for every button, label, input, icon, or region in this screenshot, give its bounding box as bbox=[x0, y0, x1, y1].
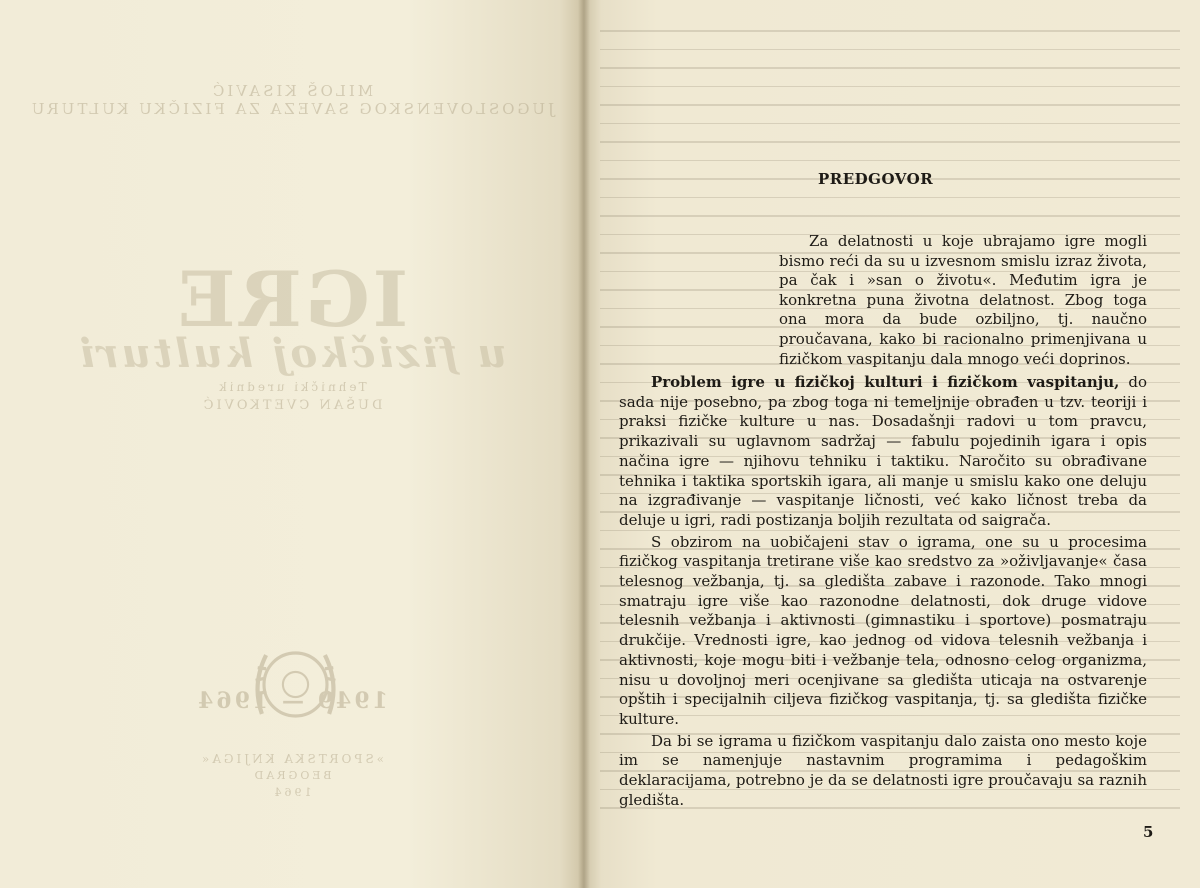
intro-paragraph-block bbox=[779, 232, 1147, 369]
ghost-press: »SPORTSKA KNJIGA« bbox=[198, 752, 385, 766]
ghost-year: 1964 bbox=[271, 786, 312, 799]
laurel-emblem-icon bbox=[243, 632, 348, 737]
ghost-city: BEOGRAD bbox=[251, 769, 332, 782]
page-number: 5 bbox=[1143, 823, 1154, 841]
book-gutter bbox=[578, 0, 590, 888]
ghost-publisher: JUGOSLOVENSKOG SAVEZA ZA FIZIČKU KULTURU bbox=[28, 100, 555, 118]
paragraph-1-text: do sada nije posebno, pa zbog toga ni temeljnije obrađen u tzv. teoriji i praksi fizičke kulture u nas. Dosadašnji radovi u tom pravcu, prikazivali su uglavnom sadržaj — fabulu pojedinih igara i opis načina igre — njihovu tehniku i taktiku. Naročito su obrađivane tehnika i taktika sportskih igara, ali manje u smislu kako one deluju na izgrađivanje — vaspitanje ličnosti, već kako ličnost treba da deluje u igri, radi postizanja boljih rezultata od saigrača. bbox=[619, 373, 1148, 529]
ghost-title: IGRE bbox=[174, 255, 409, 344]
paragraph-1-bold-lead: Problem igre u fizičkoj kulturi i fizičkom vaspitanju, bbox=[651, 373, 1120, 391]
ghost-years: 1949 — 1964 bbox=[195, 688, 388, 714]
paragraph-3: Da bi se igrama u fizičkom vaspitanju dalo zaista ono mesto koje im se namenjuje nastavnim programima i pedagoškim deklaracijama, potrebno je da se delatnosti igre proučavaju sa raznih gledišta. bbox=[619, 731, 1147, 809]
left-page bbox=[0, 0, 583, 888]
page-heading: PREDGOVOR bbox=[818, 170, 934, 188]
intro-paragraph: Za delatnosti u koje ubrajamo igre mogli bismo reći da su u izvesnom smislu izraz života, pa čak i »san o životu«. Međutim igra je konkretna puna životna delatnost. Zbog toga ona mora da bude ozbiljno, tj. naučno proučavana, kako bi racionalno primenjivana u fizičkom vaspitanju dala mnogo veći doprinos. bbox=[779, 232, 1147, 368]
paragraph-1 bbox=[619, 373, 1147, 531]
ghost-editor: DUŠAN CVETKOVIĆ bbox=[200, 398, 383, 413]
ghost-subtitle: u fizičkoj kulturi bbox=[76, 330, 507, 377]
paragraph-2: S obzirom na uobičajeni stav o igrama, one su u procesima fizičkog vaspitanja tretirane više kao sredstvo za »oživljavanje« časa telesnog vežbanja, tj. sa gledišta zabave i razonode. Tako mnogi smatraju igre više kao razonodne delatnosti, dok druge vidove telesnih vežbanja i aktivnosti (gimnastiku i sportove) posmatraju drukčije. Vrednosti igre, kao jednog od vidova telesnih vežbanja i aktivnosti, koje mogu biti i vežbanje tela, odnosno celog organizma, nisu u dovoljnoj meri ocenjivane sa gledišta uticaja na ostvarenje opštih i specijalnih ciljeva fizičkog vaspitanja, tj. sa gledišta fizičke kulture. bbox=[619, 532, 1147, 728]
body-text bbox=[619, 373, 1147, 812]
ghost-author: MILOŠ KISAVIĆ bbox=[209, 82, 374, 100]
bleed-through-title-page bbox=[0, 0, 583, 888]
ghost-editor-label: Tehnički urednik bbox=[216, 380, 367, 394]
